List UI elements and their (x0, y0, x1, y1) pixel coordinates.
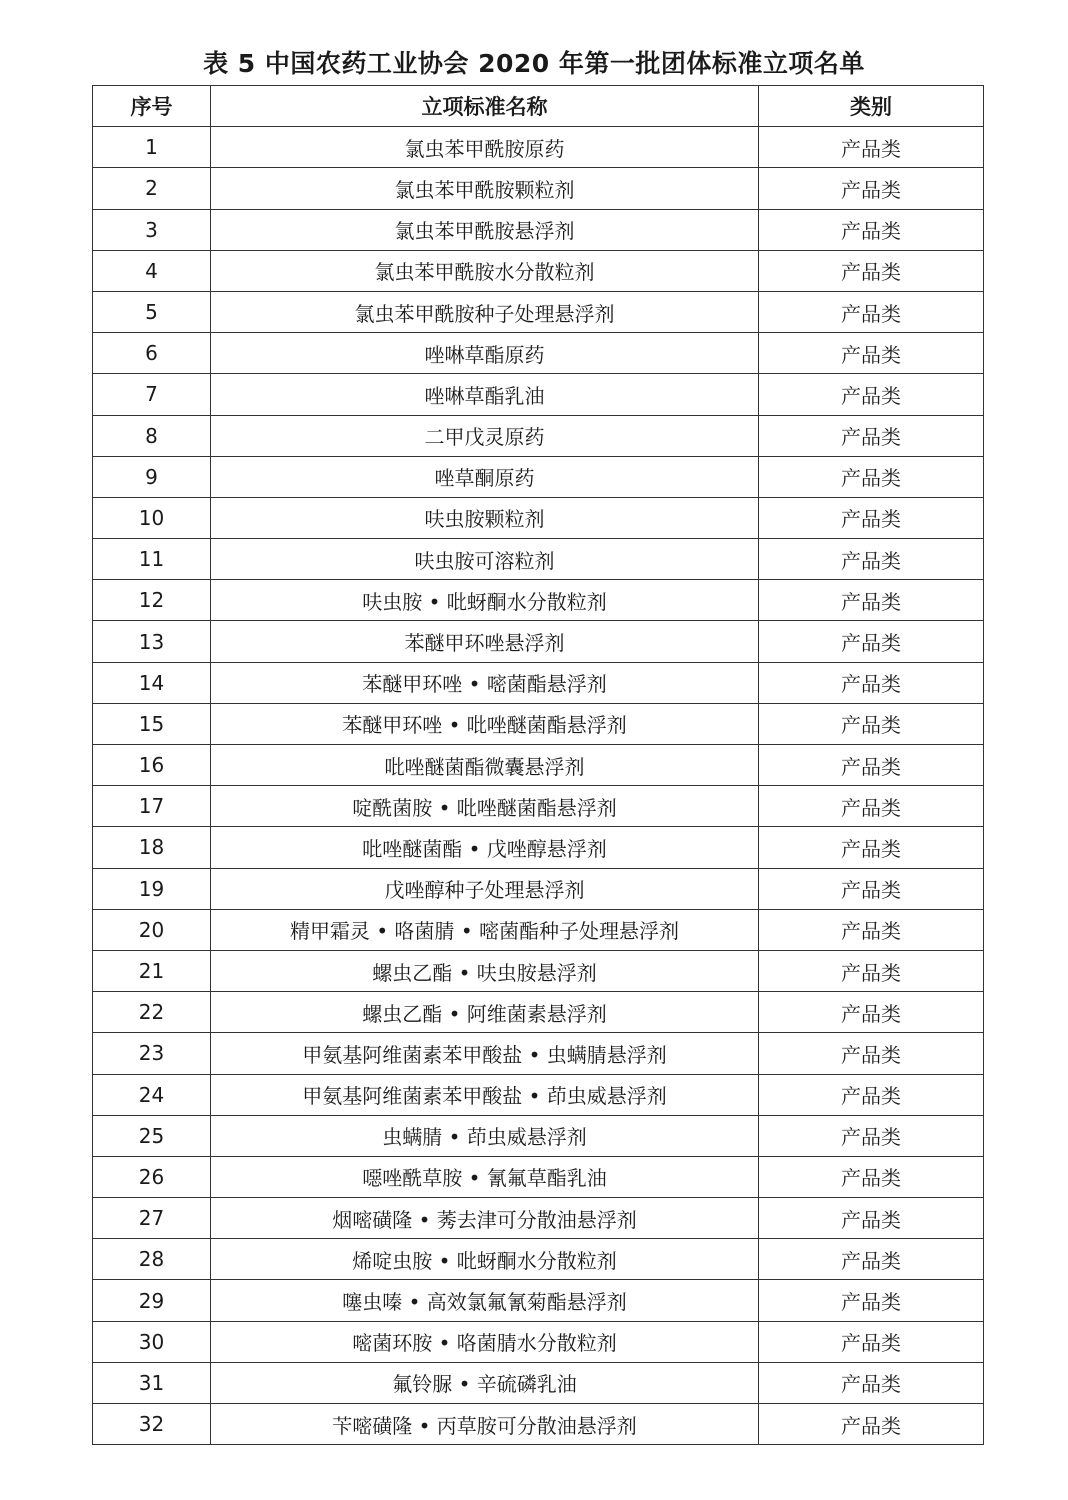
cell-index: 24 (93, 1074, 211, 1115)
table-row (93, 909, 984, 950)
cell-standard-name: 呋虫胺 • 吡蚜酮水分散粒剂 (211, 580, 759, 621)
cell-index: 7 (93, 374, 211, 415)
table-row (93, 662, 984, 703)
cell-index: 30 (93, 1321, 211, 1362)
cell-index: 31 (93, 1362, 211, 1403)
header-standard-name: 立项标准名称 (211, 86, 759, 127)
cell-category: 产品类 (759, 456, 984, 497)
cell-standard-name: 噻虫嗪 • 高效氯氟氰菊酯悬浮剂 (211, 1280, 759, 1321)
cell-index: 32 (93, 1404, 211, 1445)
cell-standard-name: 呋虫胺颗粒剂 (211, 497, 759, 538)
cell-standard-name: 吡唑醚菌酯微囊悬浮剂 (211, 745, 759, 786)
table-row (93, 868, 984, 909)
table-row (93, 580, 984, 621)
cell-index: 26 (93, 1156, 211, 1197)
table-row (93, 1156, 984, 1197)
cell-category: 产品类 (759, 909, 984, 950)
cell-index: 29 (93, 1280, 211, 1321)
table-row (93, 1033, 984, 1074)
cell-category: 产品类 (759, 745, 984, 786)
cell-index: 28 (93, 1239, 211, 1280)
cell-index: 14 (93, 662, 211, 703)
cell-standard-name: 精甲霜灵 • 咯菌腈 • 嘧菌酯种子处理悬浮剂 (211, 909, 759, 950)
cell-category: 产品类 (759, 497, 984, 538)
cell-standard-name: 苄嘧磺隆 • 丙草胺可分散油悬浮剂 (211, 1404, 759, 1445)
table-row (93, 291, 984, 332)
table-row (93, 621, 984, 662)
cell-index: 16 (93, 745, 211, 786)
header-row (93, 86, 984, 127)
table-row (93, 1074, 984, 1115)
table-row (93, 168, 984, 209)
cell-category: 产品类 (759, 539, 984, 580)
cell-category: 产品类 (759, 580, 984, 621)
table-title: 表 5 中国农药工业协会 2020 年第一批团体标准立项名单 (203, 49, 865, 78)
cell-category: 产品类 (759, 291, 984, 332)
table-row (93, 992, 984, 1033)
table-row (93, 1115, 984, 1156)
cell-category: 产品类 (759, 127, 984, 168)
cell-standard-name: 烟嘧磺隆 • 莠去津可分散油悬浮剂 (211, 1198, 759, 1239)
cell-category: 产品类 (759, 703, 984, 744)
cell-index: 15 (93, 703, 211, 744)
cell-standard-name: 氯虫苯甲酰胺悬浮剂 (211, 209, 759, 250)
cell-index: 9 (93, 456, 211, 497)
table-row (93, 250, 984, 291)
table-body (93, 127, 984, 1445)
cell-standard-name: 唑啉草酯原药 (211, 333, 759, 374)
cell-standard-name: 啶酰菌胺 • 吡唑醚菌酯悬浮剂 (211, 786, 759, 827)
table-row (93, 1404, 984, 1445)
cell-category: 产品类 (759, 992, 984, 1033)
cell-index: 21 (93, 950, 211, 991)
cell-category: 产品类 (759, 250, 984, 291)
table-row (93, 539, 984, 580)
cell-standard-name: 氟铃脲 • 辛硫磷乳油 (211, 1362, 759, 1403)
cell-category: 产品类 (759, 662, 984, 703)
cell-standard-name: 氯虫苯甲酰胺水分散粒剂 (211, 250, 759, 291)
cell-category: 产品类 (759, 168, 984, 209)
table-row (93, 209, 984, 250)
cell-index: 5 (93, 291, 211, 332)
header-index: 序号 (93, 86, 211, 127)
table-row (93, 415, 984, 456)
table-row (93, 497, 984, 538)
cell-index: 2 (93, 168, 211, 209)
cell-standard-name: 唑草酮原药 (211, 456, 759, 497)
table-row (93, 1280, 984, 1321)
cell-category: 产品类 (759, 1033, 984, 1074)
cell-category: 产品类 (759, 950, 984, 991)
cell-index: 13 (93, 621, 211, 662)
cell-standard-name: 螺虫乙酯 • 阿维菌素悬浮剂 (211, 992, 759, 1033)
cell-index: 12 (93, 580, 211, 621)
cell-category: 产品类 (759, 1198, 984, 1239)
table-row (93, 703, 984, 744)
cell-category: 产品类 (759, 209, 984, 250)
cell-standard-name: 苯醚甲环唑 • 吡唑醚菌酯悬浮剂 (211, 703, 759, 744)
cell-standard-name: 虫螨腈 • 茚虫威悬浮剂 (211, 1115, 759, 1156)
cell-category: 产品类 (759, 1404, 984, 1445)
cell-standard-name: 吡唑醚菌酯 • 戊唑醇悬浮剂 (211, 827, 759, 868)
table-row (93, 950, 984, 991)
table-row (93, 786, 984, 827)
cell-standard-name: 二甲戊灵原药 (211, 415, 759, 456)
cell-standard-name: 唑啉草酯乳油 (211, 374, 759, 415)
cell-category: 产品类 (759, 415, 984, 456)
table-row (93, 827, 984, 868)
cell-standard-name: 呋虫胺可溶粒剂 (211, 539, 759, 580)
cell-index: 6 (93, 333, 211, 374)
cell-category: 产品类 (759, 868, 984, 909)
cell-category: 产品类 (759, 374, 984, 415)
cell-standard-name: 甲氨基阿维菌素苯甲酸盐 • 茚虫威悬浮剂 (211, 1074, 759, 1115)
standards-table (92, 85, 984, 1445)
cell-standard-name: 甲氨基阿维菌素苯甲酸盐 • 虫螨腈悬浮剂 (211, 1033, 759, 1074)
table-row (93, 333, 984, 374)
cell-category: 产品类 (759, 1239, 984, 1280)
cell-index: 25 (93, 1115, 211, 1156)
cell-index: 22 (93, 992, 211, 1033)
cell-index: 19 (93, 868, 211, 909)
cell-index: 11 (93, 539, 211, 580)
cell-index: 20 (93, 909, 211, 950)
cell-index: 8 (93, 415, 211, 456)
header-category: 类别 (759, 86, 984, 127)
cell-index: 3 (93, 209, 211, 250)
cell-category: 产品类 (759, 333, 984, 374)
cell-standard-name: 戊唑醇种子处理悬浮剂 (211, 868, 759, 909)
cell-category: 产品类 (759, 1362, 984, 1403)
cell-standard-name: 苯醚甲环唑 • 嘧菌酯悬浮剂 (211, 662, 759, 703)
cell-category: 产品类 (759, 786, 984, 827)
table-row (93, 1362, 984, 1403)
table-row (93, 1198, 984, 1239)
cell-index: 17 (93, 786, 211, 827)
cell-index: 18 (93, 827, 211, 868)
cell-category: 产品类 (759, 1074, 984, 1115)
cell-standard-name: 氯虫苯甲酰胺颗粒剂 (211, 168, 759, 209)
cell-category: 产品类 (759, 621, 984, 662)
cell-standard-name: 螺虫乙酯 • 呋虫胺悬浮剂 (211, 950, 759, 991)
cell-standard-name: 苯醚甲环唑悬浮剂 (211, 621, 759, 662)
cell-category: 产品类 (759, 1280, 984, 1321)
cell-index: 10 (93, 497, 211, 538)
table-row (93, 456, 984, 497)
table-row (93, 374, 984, 415)
table-row (93, 127, 984, 168)
cell-standard-name: 嘧菌环胺 • 咯菌腈水分散粒剂 (211, 1321, 759, 1362)
cell-standard-name: 烯啶虫胺 • 吡蚜酮水分散粒剂 (211, 1239, 759, 1280)
cell-category: 产品类 (759, 827, 984, 868)
cell-index: 27 (93, 1198, 211, 1239)
cell-standard-name: 氯虫苯甲酰胺原药 (211, 127, 759, 168)
cell-standard-name: 氯虫苯甲酰胺种子处理悬浮剂 (211, 291, 759, 332)
table-row (93, 1321, 984, 1362)
table-row (93, 745, 984, 786)
cell-standard-name: 噁唑酰草胺 • 氰氟草酯乳油 (211, 1156, 759, 1197)
table-row (93, 1239, 984, 1280)
cell-index: 23 (93, 1033, 211, 1074)
cell-category: 产品类 (759, 1321, 984, 1362)
cell-category: 产品类 (759, 1115, 984, 1156)
cell-index: 4 (93, 250, 211, 291)
cell-index: 1 (93, 127, 211, 168)
cell-category: 产品类 (759, 1156, 984, 1197)
